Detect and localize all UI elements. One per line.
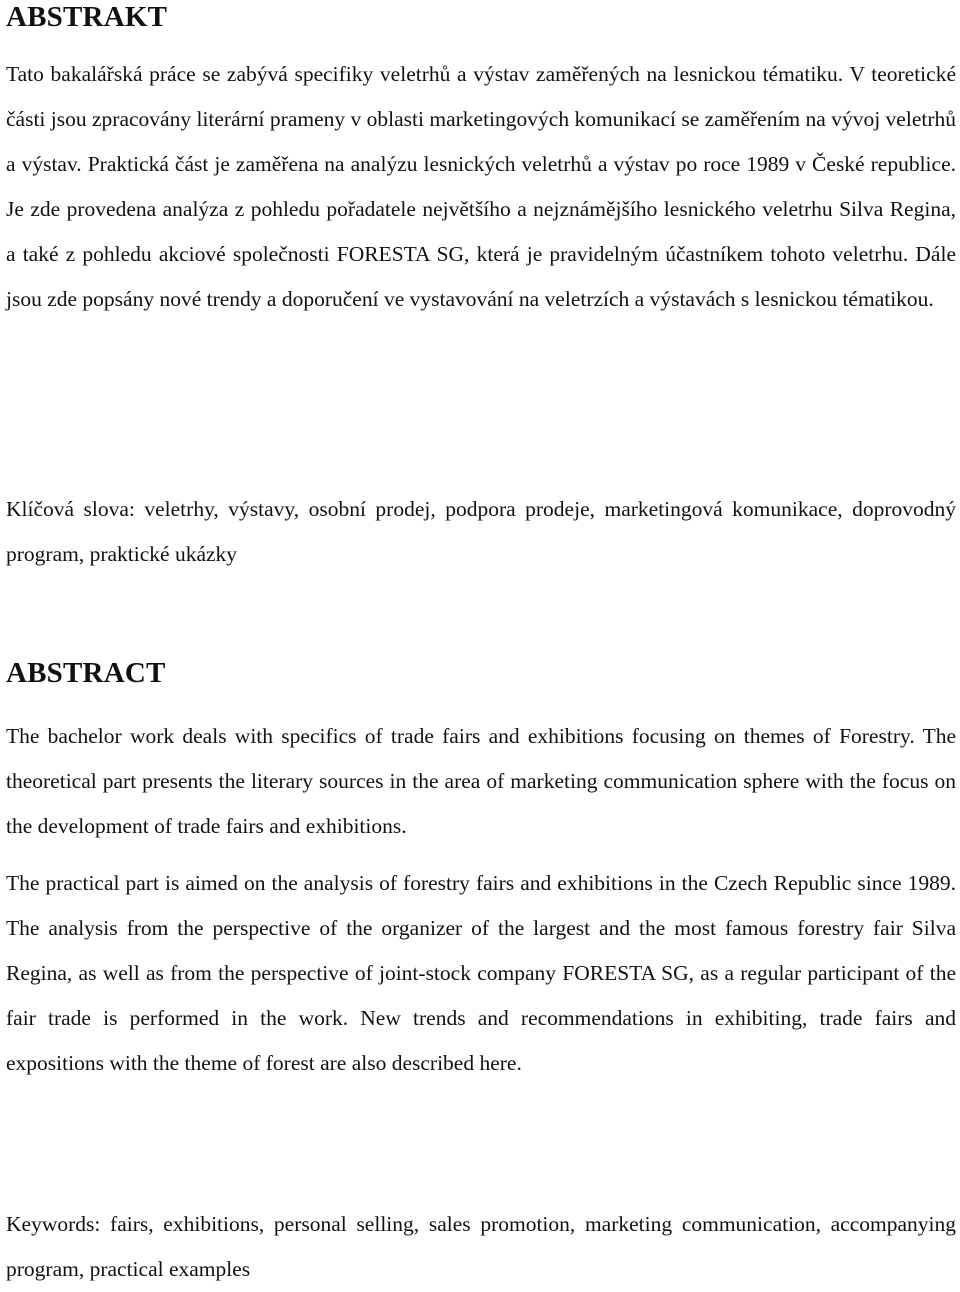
abstract-english-section [6, 656, 956, 1086]
keywords-czech-section [6, 487, 956, 577]
abstract-czech-heading: ABSTRAKT [6, 1, 168, 33]
keywords-czech-text: Klíčová slova: veletrhy, výstavy, osobní prodej, podpora prodeje, marketingová komunikace, doprovodný program, praktické ukázky [6, 497, 956, 566]
abstract-english-heading: ABSTRACT [6, 657, 166, 689]
keywords-english-section [6, 1202, 956, 1292]
keywords-english-text: Keywords: fairs, exhibitions, personal selling, sales promotion, marketing communication, accompanying program, practical examples [6, 1212, 956, 1281]
abstract-english-paragraph-1: The bachelor work deals with specifics of trade fairs and exhibitions focusing on themes of Forestry. The theoretical part presents the literary sources in the area of marketing communication sphere with the focus on the development of trade fairs and exhibitions. [6, 724, 956, 838]
abstract-czech-section [6, 0, 956, 322]
abstract-english-paragraph-2: The practical part is aimed on the analysis of forestry fairs and exhibitions in the Czech Republic since 1989. The analysis from the perspective of the organizer of the largest and the most famous forestry fair Silva Regina, as well as from the perspective of joint-stock company FORESTA SG, as a regular participant of the fair trade is performed in the work. New trends and recommendations in exhibiting, trade fairs and expositions with the theme of forest are also described here. [6, 871, 956, 1075]
document-page [6, 0, 956, 1281]
abstract-czech-paragraph: Tato bakalářská práce se zabývá specifiky veletrhů a výstav zaměřených na lesnickou tématiku. V teoretické části jsou zpracovány literární prameny v oblasti marketingových komunikací se zaměřením na vývoj veletrhů a výstav. Praktická část je zaměřena na analýzu lesnických veletrhů a výstav po roce 1989 v České republice. Je zde provedena analýza z pohledu pořadatele největšího a nejznámějšího lesnického veletrhu Silva Regina, a také z pohledu akciové společnosti FORESTA SG, která je pravidelným účastníkem tohoto veletrhu. Dále jsou zde popsány nové trendy a doporučení ve vystavování na veletrzích a výstavách s lesnickou tématikou. [6, 62, 956, 311]
